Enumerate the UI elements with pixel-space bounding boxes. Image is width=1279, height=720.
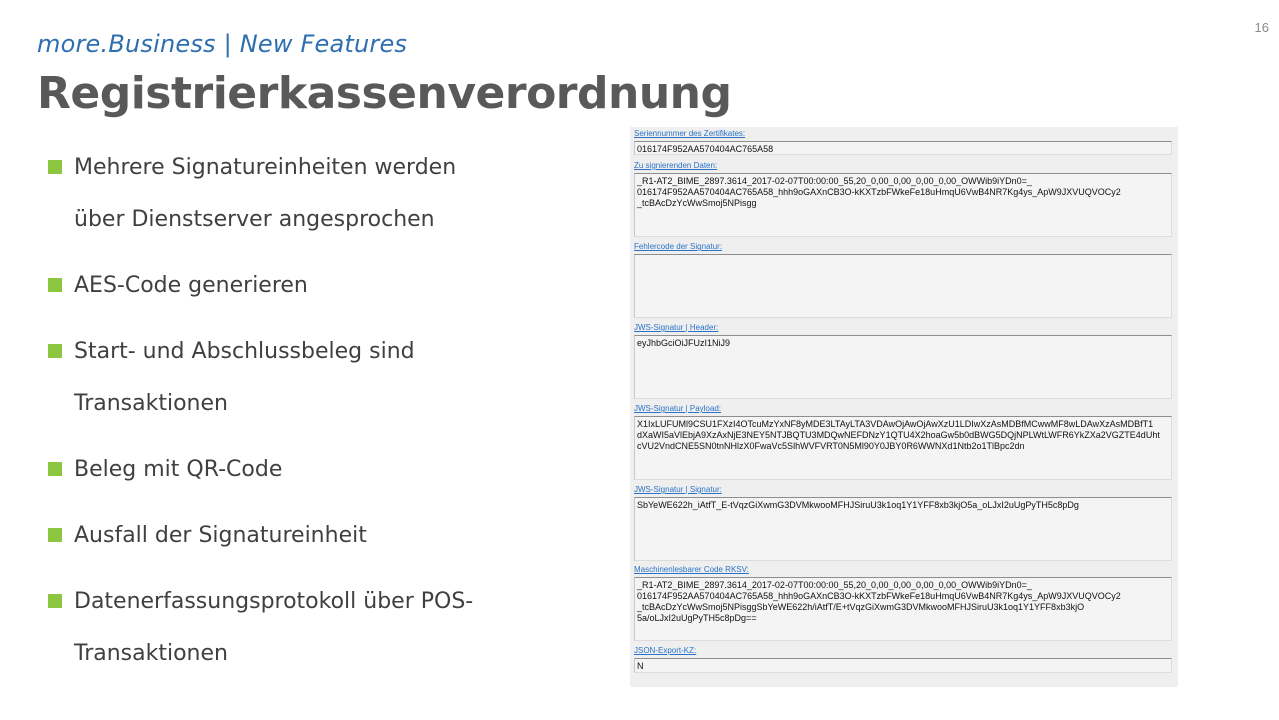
field-label: Maschinenlesbarer Code RKSV: — [634, 565, 749, 574]
bullet-item — [48, 510, 538, 562]
error-code-textarea[interactable] — [634, 254, 1172, 318]
slide-subtitle: more.Business | New Features — [37, 30, 408, 58]
bullet-text: Datenerfassungsprotokoll über POS- — [74, 589, 474, 614]
field-json-export — [634, 645, 1172, 673]
bullet-square-icon — [48, 344, 62, 358]
machine-readable-code-textarea[interactable]: _R1-AT2_BIME_2897.3614_2017-02-07T00:00:00_55,20_0,00_0,00_0,00_0,00_OWWib9iYDn0=_ 016174F952AA570404AC765A58_hhh9oGAXnCB3O-kKXTzbFWkeFe18uHmqU6VwB4NR7Kg4ys_ApW9JXVUQVOCy2 _tcBAcDzYcWwSmoj5NPisggSbYeWE622h/iAtfT/E+tVqzGiXwmG3DVMkwooMFHJSiruU3k1oq1Y1YFF8xb3kjO 5a/oLJxI2uUgPyTH5c8pDg== — [634, 577, 1172, 641]
signature-form-panel — [630, 127, 1178, 687]
bullet-text-cont: über Dienstserver angesprochen — [74, 207, 435, 232]
bullet-text: Ausfall der Signatureinheit — [74, 523, 367, 548]
field-label: Seriennummer des Zertifikates: — [634, 129, 746, 138]
field-serial-number — [634, 128, 1172, 155]
bullet-text: Mehrere Signatureinheiten werden — [74, 155, 457, 180]
field-machine-readable-code — [634, 564, 1172, 641]
bullet-text: Beleg mit QR-Code — [74, 457, 283, 482]
slide-title: Registrierkassenverordnung — [37, 68, 732, 119]
jws-header-textarea[interactable]: eyJhbGciOiJFUzI1NiJ9 — [634, 335, 1172, 399]
field-jws-signature — [634, 484, 1172, 561]
serial-number-input[interactable]: 016174F952AA570404AC765A58 — [634, 141, 1172, 155]
bullet-list — [48, 142, 538, 694]
field-label: JWS-Signatur | Signatur: — [634, 485, 722, 494]
field-label: Fehlercode der Signatur: — [634, 242, 723, 251]
bullet-text: Start- und Abschlussbeleg sind — [74, 339, 415, 364]
bullet-square-icon — [48, 528, 62, 542]
field-label: JWS-Signatur | Header: — [634, 323, 719, 332]
bullet-text-cont: Transaktionen — [74, 641, 228, 666]
bullet-text-cont: Transaktionen — [74, 391, 228, 416]
jws-payload-textarea[interactable]: X1IxLUFUMl9CSU1FXzI4OTcuMzYxNF8yMDE3LTAyLTA3VDAwOjAwOjAwXzU1LDIwXzAsMDBfMCwwMF8wLDAwXzAsMDBfT1 dXaWI5aVlEbjA9XzAxNjE3NEY5NTJBQTU3MDQwNEFDNzY1QTU4X2hoaGw5b0dBWG5DQjNPLWtLWFR6YkZXa2VGZTE4dUht cVU2VndCNE5SN0tnNHlzX0FwaVc5SlhWVFVRT0N5Ml90Y0JBY0R6WWNXd1Ntb2o1TlBpc2dn — [634, 416, 1172, 480]
bullet-square-icon — [48, 594, 62, 608]
bullet-item — [48, 326, 538, 430]
field-label: JWS-Signatur | Payload: — [634, 404, 722, 413]
field-label: JSON-Export-KZ: — [634, 646, 697, 655]
field-data-to-sign — [634, 160, 1172, 237]
bullet-square-icon — [48, 278, 62, 292]
bullet-item — [48, 260, 538, 312]
bullet-square-icon — [48, 462, 62, 476]
data-to-sign-textarea[interactable]: _R1-AT2_BIME_2897.3614_2017-02-07T00:00:00_55,20_0,00_0,00_0,00_0,00_OWWib9iYDn0=_ 016174F952AA570404AC765A58_hhh9oGAXnCB3O-kKXTzbFWkeFe18uHmqU6VwB4NR7Kg4ys_ApW9JXVUQVOCy2 _tcBAcDzYcWwSmoj5NPisgg — [634, 173, 1172, 237]
bullet-item — [48, 142, 538, 246]
field-error-code — [634, 241, 1172, 318]
bullet-item — [48, 444, 538, 496]
field-jws-payload — [634, 403, 1172, 480]
field-jws-header — [634, 322, 1172, 399]
bullet-square-icon — [48, 160, 62, 174]
json-export-input[interactable]: N — [634, 658, 1172, 673]
bullet-item — [48, 576, 538, 680]
field-label: Zu signierenden Daten: — [634, 161, 718, 170]
page-number: 16 — [1254, 20, 1269, 35]
jws-signature-textarea[interactable]: SbYeWE622h_iAtfT_E-tVqzGiXwmG3DVMkwooMFHJSiruU3k1oq1Y1YFF8xb3kjO5a_oLJxI2uUgPyTH5c8pDg — [634, 497, 1172, 561]
bullet-text: AES-Code generieren — [74, 273, 308, 298]
